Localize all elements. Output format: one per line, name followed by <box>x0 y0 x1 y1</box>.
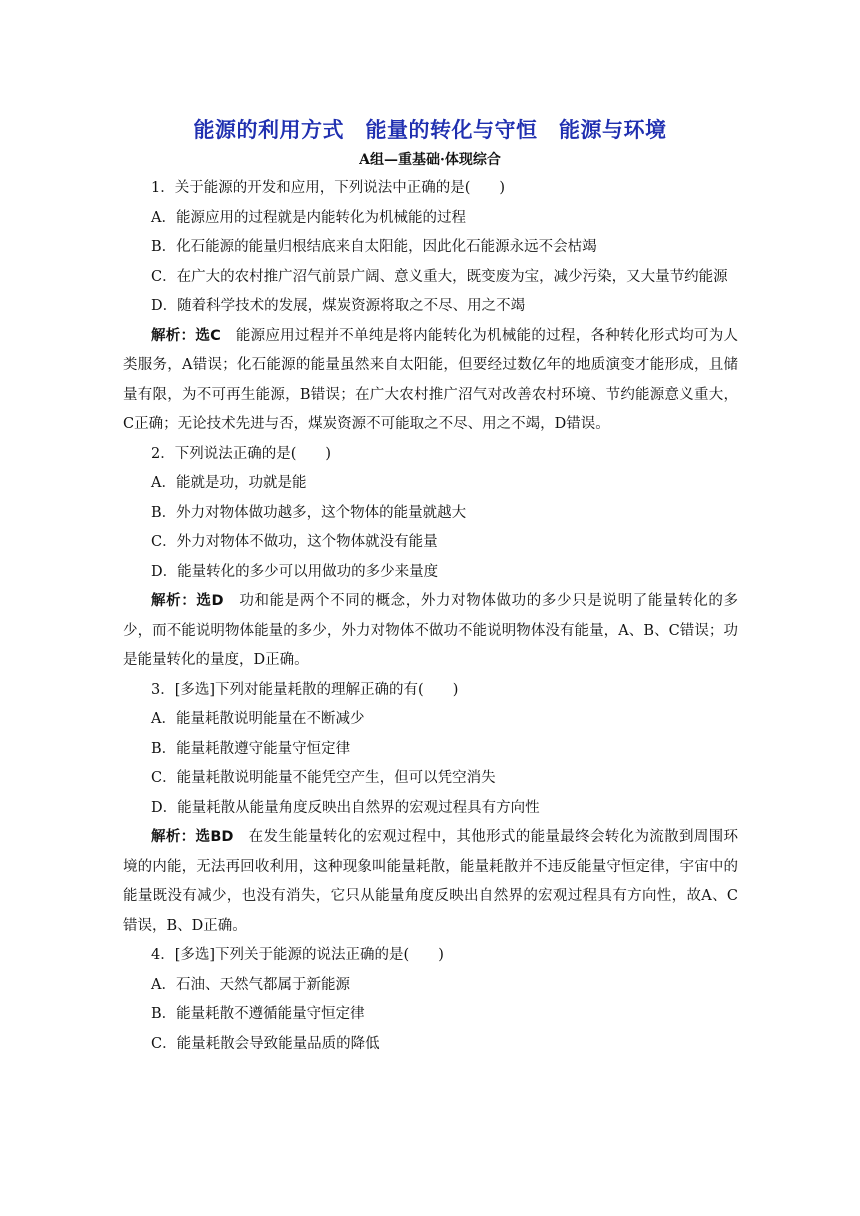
option-c: C．能量耗散会导致能量品质的降低 <box>151 1035 380 1052</box>
answer-explanation <box>123 587 738 676</box>
option-a: A．能就是功，功就是能 <box>151 475 307 491</box>
answer-text: 能源应用过程并不单纯是将内能转化为机械能的过程，各种转化形式均可为人类服务，A错误；化石能源的能量虽然来自太阳能，但要经过数亿年的地质演变才能形成，且储量有限，为不可再生能源，B错误；在广大农村推广沼气对改善农村环境、节约能源意义重大，C正确；无论技术先进与否，煤炭资源不可能取之不尽、用之不竭，D错误。 <box>123 327 738 432</box>
option-c: C．能量耗散说明能量不能凭空产生，但可以凭空消失 <box>151 770 496 786</box>
question-stem: 2．下列说法正确的是( ) <box>151 445 332 462</box>
option-d: D．能量转化的多少可以用做功的多少来量度 <box>151 563 439 580</box>
question-stem: 4．[多选]下列关于能源的说法正确的是( ) <box>151 947 444 963</box>
answer-explanation <box>123 823 738 941</box>
question-4 <box>123 941 738 1059</box>
page-title: 能源的利用方式 能量的转化与守恒 能源与环境 <box>193 118 667 142</box>
answer-label: 解析：选BD <box>151 829 234 845</box>
answer-label: 解析：选C <box>151 327 221 344</box>
option-c: C．外力对物体不做功，这个物体就没有能量 <box>151 534 438 550</box>
option-c: C．在广大的农村推广沼气前景广阔、意义重大，既变废为宝，减少污染，又大量节约能源 <box>151 268 728 285</box>
option-b: B．外力对物体做功越多，这个物体的能量就越大 <box>151 504 467 521</box>
answer-label: 解析：选D <box>151 593 224 609</box>
option-a: A．能量耗散说明能量在不断减少 <box>151 711 365 727</box>
option-b: B．能量耗散遵守能量守恒定律 <box>151 740 351 757</box>
answer-text: 在发生能量转化的宏观过程中，其他形式的能量最终会转化为流散到周围环境的内能，无法再回收利用，这种现象叫能量耗散，能量耗散并不违反能量守恒定律，宇宙中的能量既没有减少，也没有消失，它只从能量角度反映出自然界的宏观过程具有方向性，故A、C错误，B、D正确。 <box>123 829 738 934</box>
section-subtitle: A组—重基础·体现综合 <box>359 152 501 168</box>
option-d: D．随着科学技术的发展，煤炭资源将取之不尽、用之不竭 <box>151 298 526 314</box>
question-stem: 1．关于能源的开发和应用，下列说法中正确的是( ) <box>151 180 506 196</box>
option-a: A．石油、天然气都属于新能源 <box>151 976 350 993</box>
question-3 <box>123 676 738 942</box>
question-2 <box>123 440 738 676</box>
question-stem: 3．[多选]下列对能量耗散的理解正确的有( ) <box>151 681 459 698</box>
option-b: B．能量耗散不遵循能量守恒定律 <box>151 1006 365 1022</box>
question-1 <box>123 174 738 440</box>
question-list <box>123 174 738 1059</box>
option-b: B．化石能源的能量归根结底来自太阳能，因此化石能源永远不会枯竭 <box>151 239 597 255</box>
option-a: A．能源应用的过程就是内能转化为机械能的过程 <box>151 209 466 226</box>
option-d: D．能量耗散从能量角度反映出自然界的宏观过程具有方向性 <box>151 799 540 816</box>
answer-explanation <box>123 322 738 440</box>
answer-text: 功和能是两个不同的概念，外力对物体做功的多少只是说明了能量转化的多少，而不能说明物体能量的多少，外力对物体不做功不能说明物体没有能量，A、B、C错误；功是能量转化的量度，D正确。 <box>123 593 738 668</box>
